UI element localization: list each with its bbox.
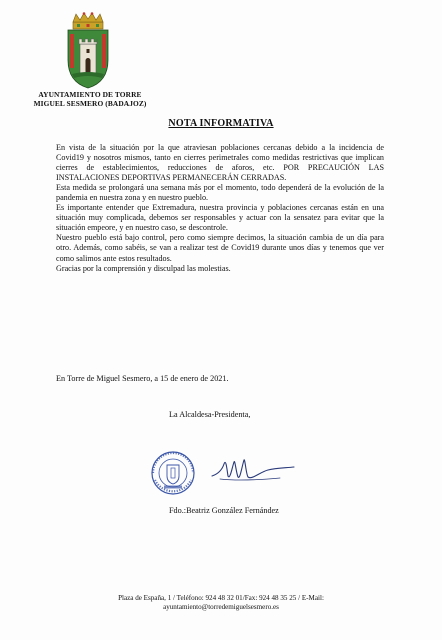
coat-of-arms-icon [62,12,114,90]
place-and-date: En Torre de Miguel Sesmero, a 15 de enero de 2021. [56,374,229,383]
paragraph-3: Es importante entender que Extremadura, nuestra provincia y poblaciones cercanas están en una situación muy complicada, debemos ser responsables y actuar con la sensatez para evitar que la situación empeore, y en nuestro caso, se descontrole. [56,203,384,233]
paragraph-5: Gracias por la comprensión y disculpad las molestias. [56,263,231,273]
municipality-name-line2: MIGUEL SESMERO (BADAJOZ) [33,99,147,108]
document-body [56,143,384,274]
footer-contact [0,594,442,612]
official-stamp-icon [150,450,196,496]
paragraph-2: Esta medida se prolongará una semana más por el momento, todo dependerá de la evolución de la pandemia en nuestra zona y en nuestro pueblo. [56,183,384,203]
municipality-name [28,90,152,108]
document-title: NOTA INFORMATIVA [168,118,274,129]
paragraph-1: En vista de la situación por la que atraviesan poblaciones cercanas debido a la incidencia de Covid19 y nosotros mismos, tanto en cierres perimetrales como medidas restrictivas que implican cierres de establecimientos, reducciones de aforos, etc. POR PRECAUCIÓN LAS INSTALACIONES DEPORTIVAS PERMANECERÁN CERRADAS. [56,143,384,183]
signer-role: La Alcaldesa-Presidenta, [169,410,251,419]
signer-name: Fdo.:Beatriz González Fernández [169,506,279,515]
paragraph-4: Nuestro pueblo está bajo control, pero como siempre decimos, la situación cambia de un día para otro. Además, como sabéis, se van a realizar test de Covid19 durante unos días y tenemos que ver como salimos ante estos resultados. [56,233,384,263]
municipality-name-line1: AYUNTAMIENTO DE TORRE [38,90,142,99]
footer-address-line: Plaza de España, 1 / Teléfono: 924 48 32 01/Fax: 924 48 35 25 / E-Mail: [118,594,324,602]
footer-email-line: ayuntamiento@torredemiguelsesmero.es [163,603,279,612]
handwritten-signature-icon [208,450,298,486]
